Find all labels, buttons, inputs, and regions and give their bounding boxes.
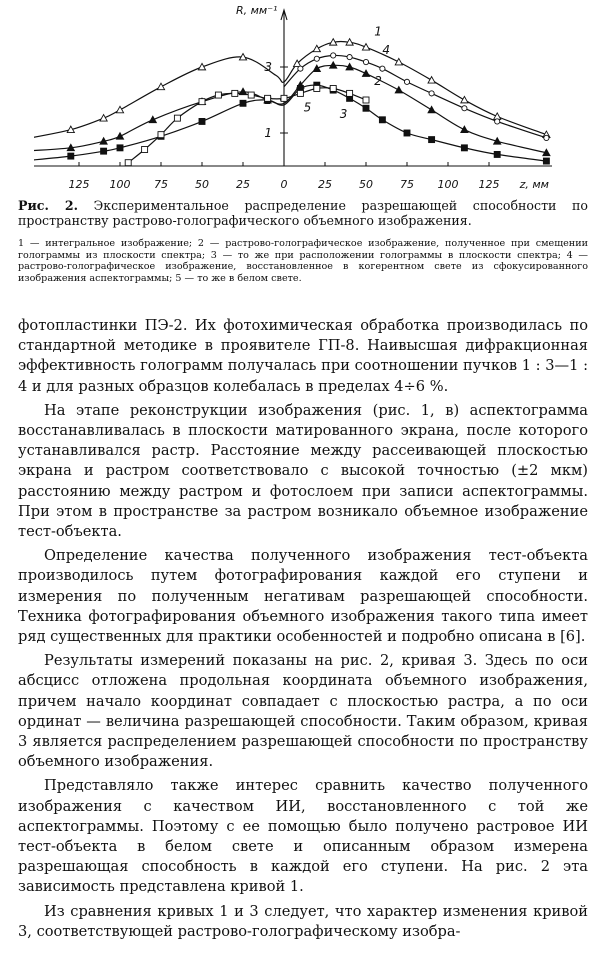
figure-legend: 1 — интегральное изображение; 2 — растрово-голографическое изображение, полученное при смещении голограммы из плоскости спектра; 3 — то же при расположении голограммы в плоскости спектра; 4 — растрово-голографическое изображение, восстановленное в когерентном свете из сфокусированного изображения аспектограммы; 5 — то же в белом свете. [18, 238, 588, 284]
y-axis-label: R, мм⁻¹ [236, 4, 278, 17]
y-tick-label: 3 [264, 60, 272, 74]
data-point [297, 90, 303, 96]
y-tick-label: 1 [264, 126, 272, 140]
chart-labels [304, 25, 390, 122]
paragraph: Определение качества полученного изображения тест-объекта производилось путем фотографирования каждой его ступени и измерения по полученным негативам разрешающей способности. Техника фотографирования объемного изображения такого типа имеет ряд существенных для практики особенностей и подробно описана в [6]. [18, 547, 588, 646]
x-tick-label: 25 [318, 178, 332, 191]
data-point [281, 95, 287, 101]
data-point [298, 66, 303, 71]
x-tick-label: 100 [109, 178, 131, 191]
data-point [380, 66, 385, 71]
figure-label: Рис. 2. [18, 198, 78, 213]
series-line-4 [284, 55, 546, 137]
data-point [404, 130, 410, 136]
curve-label-2: 2 [374, 74, 382, 89]
body-text [18, 316, 588, 942]
data-point [544, 135, 549, 140]
data-point [101, 148, 107, 154]
data-point [363, 105, 369, 111]
data-point [428, 106, 435, 112]
x-axis-label: z, мм [519, 178, 549, 191]
data-point [248, 92, 254, 98]
data-point [395, 87, 402, 93]
data-point [462, 106, 467, 111]
data-point [429, 91, 434, 96]
data-point [240, 100, 246, 106]
data-point [461, 96, 468, 102]
x-tick-label: 100 [437, 178, 459, 191]
data-point [347, 90, 353, 96]
x-tick-label: 75 [154, 178, 168, 191]
paragraph: фотопластинки ПЭ-2. Их фотохимическая обработка производилась по стандартной методике в проявителе ГП-8. Наивысшая дифракционная эффективность голограмм получалась при соотношении пучков 1 : 3—1 : 4 и для разных образцов колебалась в пределах 4÷6 %. [18, 317, 588, 395]
data-point [142, 147, 148, 153]
x-tick-label: 25 [236, 178, 250, 191]
x-tick-label: 0 [280, 178, 288, 191]
curve-label-4: 4 [382, 42, 391, 57]
series-line-5 [128, 88, 366, 163]
data-point [149, 116, 156, 122]
data-point [117, 145, 123, 151]
data-point [265, 95, 271, 101]
chart-axes [34, 4, 552, 191]
data-point [232, 90, 238, 96]
curve-label-1: 1 [374, 24, 382, 39]
data-point [116, 133, 123, 139]
data-point [215, 92, 221, 98]
data-point [116, 106, 123, 112]
data-point [543, 158, 549, 164]
data-point [125, 160, 131, 166]
data-point [314, 56, 319, 61]
resolution-chart [0, 0, 600, 200]
paragraph: Из сравнения кривых 1 и 3 следует, что характер изменения кривой 3, соответствующей растрово-голографическому изобра- [18, 902, 588, 940]
data-point [68, 153, 74, 159]
data-point [174, 115, 180, 121]
x-tick-label: 50 [195, 178, 209, 191]
x-tick-label: 125 [68, 178, 90, 191]
data-point [330, 85, 336, 91]
data-point [157, 83, 164, 89]
curve-label-5: 5 [303, 100, 312, 115]
data-point [331, 53, 336, 58]
x-tick-label: 75 [400, 178, 414, 191]
x-tick-label: 125 [478, 178, 500, 191]
paragraph: Представляло также интерес сравнить качество полученного изображения с качеством ИИ, восстановленного с той же аспектограммы. Поэтому с ее помощью было получено растровое ИИ тест-объекта в белом свете и описанным образом измерена разрешающая способность в каждой его ступени. На рис. 2 эта зависимость представлена кривой 1. [18, 777, 588, 896]
paragraph: На этапе реконструкции изображения (рис. 1, в) аспектограмма восстанавливалась в плоскости матированного экрана, после которого устанавливался растр. Расстояние между рассеивающей плоскостью экрана и растром соответствовало с высокой точностью (±2 мкм) расстоянию между растром и фотослоем при записи аспектограммы. При этом в пространстве за растром возникало объемное изображение тест-объекта. [18, 401, 588, 541]
data-point [461, 126, 468, 132]
figure-caption-text: Экспериментальное распределение разрешающей способности по пространству растрово-голографического объемного изображения. [18, 198, 588, 228]
data-point [429, 137, 435, 143]
data-point [199, 118, 205, 124]
data-point [314, 85, 320, 91]
data-point [404, 79, 409, 84]
data-point [363, 59, 368, 64]
data-point [494, 151, 500, 157]
data-point [199, 99, 205, 105]
data-point [313, 45, 320, 51]
data-point [363, 97, 369, 103]
data-point [379, 117, 385, 123]
x-tick-label: 50 [359, 178, 373, 191]
data-point [347, 55, 352, 60]
curve-label-3: 3 [339, 107, 348, 122]
data-point [495, 119, 500, 124]
data-point [158, 132, 164, 138]
data-point [428, 77, 435, 83]
figure-caption [18, 198, 588, 228]
data-point [362, 70, 369, 76]
data-point [395, 58, 402, 64]
data-point [313, 65, 320, 71]
data-point [461, 145, 467, 151]
paragraph: Результаты измерений показаны на рис. 2, кривая 3. Здесь по оси абсцисс отложена продольная координата объемного изображения, причем начало координат совпадает с плоскостью растра, а по оси ординат — величина разрешающей способности. Таким образом, кривая 3 является распределением разрешающей способности по пространству объемного изображения. [18, 652, 588, 771]
